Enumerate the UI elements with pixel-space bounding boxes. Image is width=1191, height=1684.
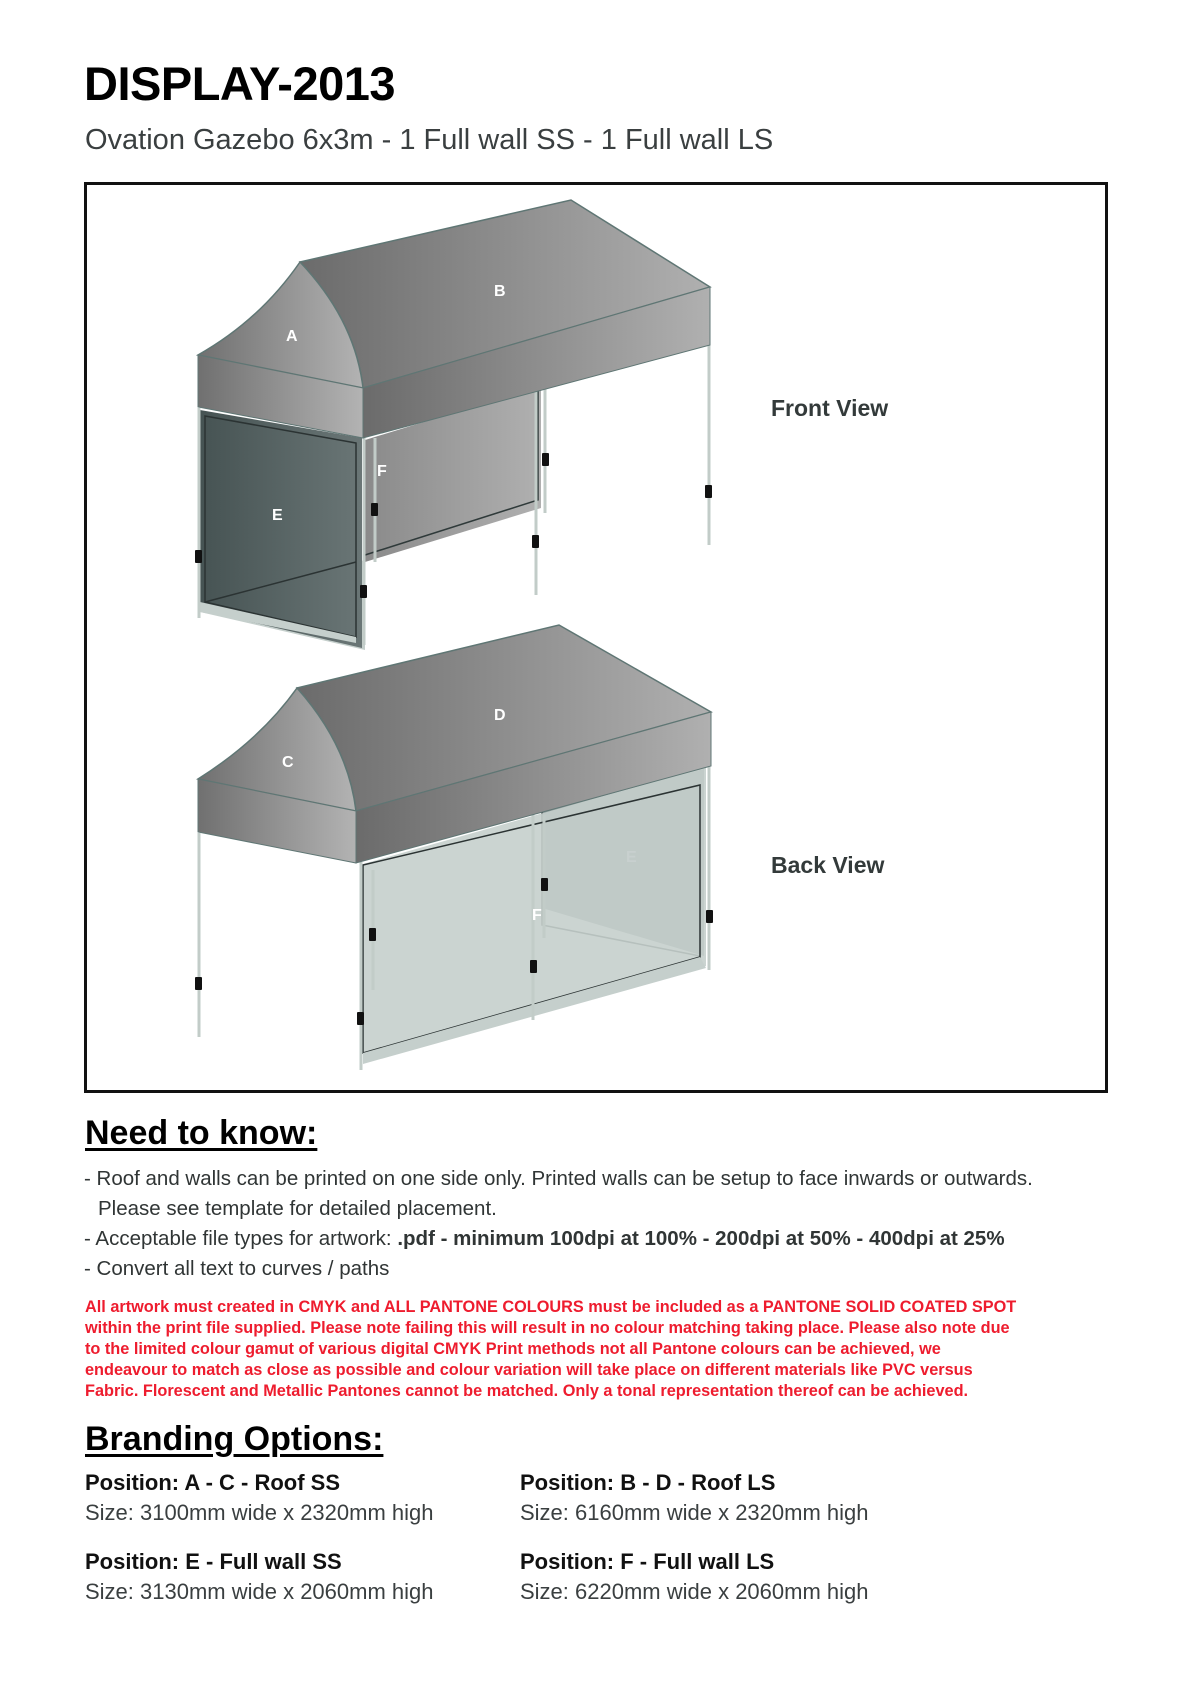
option-size: Size: 3100mm wide x 2320mm high (85, 1500, 434, 1525)
option-position: Position: A - C - Roof SS (85, 1470, 341, 1495)
warning-line: Fabric. Florescent and Metallic Pantones cannot be matched. Only a tonal representation thereof can be achieved. (85, 1382, 969, 1400)
panel-label-a: A (286, 328, 298, 345)
list-item: Please see template for detailed placement. (98, 1197, 497, 1220)
page-subtitle: Ovation Gazebo 6x3m - 1 Full wall SS - 1 Full wall LS (85, 124, 774, 156)
list-item-text: - Acceptable file types for artwork: (84, 1227, 398, 1250)
clip (195, 977, 202, 990)
need-to-know-heading: Need to know: (85, 1114, 318, 1152)
branding-option (85, 1547, 505, 1607)
need-to-know-list (84, 1164, 1134, 1284)
panel-label-f: F (532, 907, 542, 924)
list-item: - Convert all text to curves / paths (84, 1257, 390, 1280)
clip (530, 960, 537, 973)
panel-label-d: D (494, 707, 506, 724)
option-position: Position: E - Full wall SS (85, 1549, 342, 1574)
panel-label-c: C (282, 754, 294, 771)
panel-label-b: B (494, 283, 506, 300)
front-view-label: Front View (771, 395, 889, 421)
branding-option (520, 1468, 940, 1528)
option-size: Size: 6220mm wide x 2060mm high (520, 1579, 869, 1604)
option-position: Position: B - D - Roof LS (520, 1470, 776, 1495)
clip (542, 453, 549, 466)
list-item (84, 1224, 1134, 1254)
warning-line: endeavour to match as close as possible and colour variation will take place on different materials like PVC versus (85, 1361, 973, 1379)
panel-label-e: E (626, 849, 637, 866)
clip (357, 1012, 364, 1025)
clip (195, 550, 202, 563)
warning-line: within the print file supplied. Please note failing this will result in no colour matching taking place. Please also note due (85, 1319, 1010, 1337)
clip (541, 878, 548, 891)
warning-line: to the limited colour gamut of various digital CMYK Print methods not all Pantone colours can be achieved, we (85, 1340, 941, 1358)
back-view-label: Back View (771, 852, 885, 878)
branding-option (520, 1547, 940, 1607)
warning-line: All artwork must created in CMYK and ALL PANTONE COLOURS must be included as a PANTONE SOLID COATED SPOT (85, 1298, 1017, 1316)
page-title: DISPLAY-2013 (84, 57, 395, 110)
clip (705, 485, 712, 498)
clip (706, 910, 713, 923)
back-view-drawing (195, 625, 713, 1070)
option-size: Size: 6160mm wide x 2320mm high (520, 1500, 869, 1525)
list-item: - Roof and walls can be printed on one side only. Printed walls can be setup to face inwards or outwards. (84, 1167, 1033, 1190)
option-position: Position: F - Full wall LS (520, 1549, 775, 1574)
clip (369, 928, 376, 941)
panel-label-f: F (377, 463, 387, 480)
branding-option (85, 1468, 505, 1528)
colour-warning (85, 1297, 1125, 1402)
clip (360, 585, 367, 598)
panel-label-e: E (272, 507, 283, 524)
clip (532, 535, 539, 548)
illustration-frame (84, 182, 1108, 1093)
branding-options-heading: Branding Options: (85, 1420, 384, 1458)
clip (371, 503, 378, 516)
option-size: Size: 3130mm wide x 2060mm high (85, 1579, 434, 1604)
file-requirements: .pdf - minimum 100dpi at 100% - 200dpi at 50% - 400dpi at 25% (397, 1227, 1005, 1250)
front-view-drawing (195, 200, 712, 650)
